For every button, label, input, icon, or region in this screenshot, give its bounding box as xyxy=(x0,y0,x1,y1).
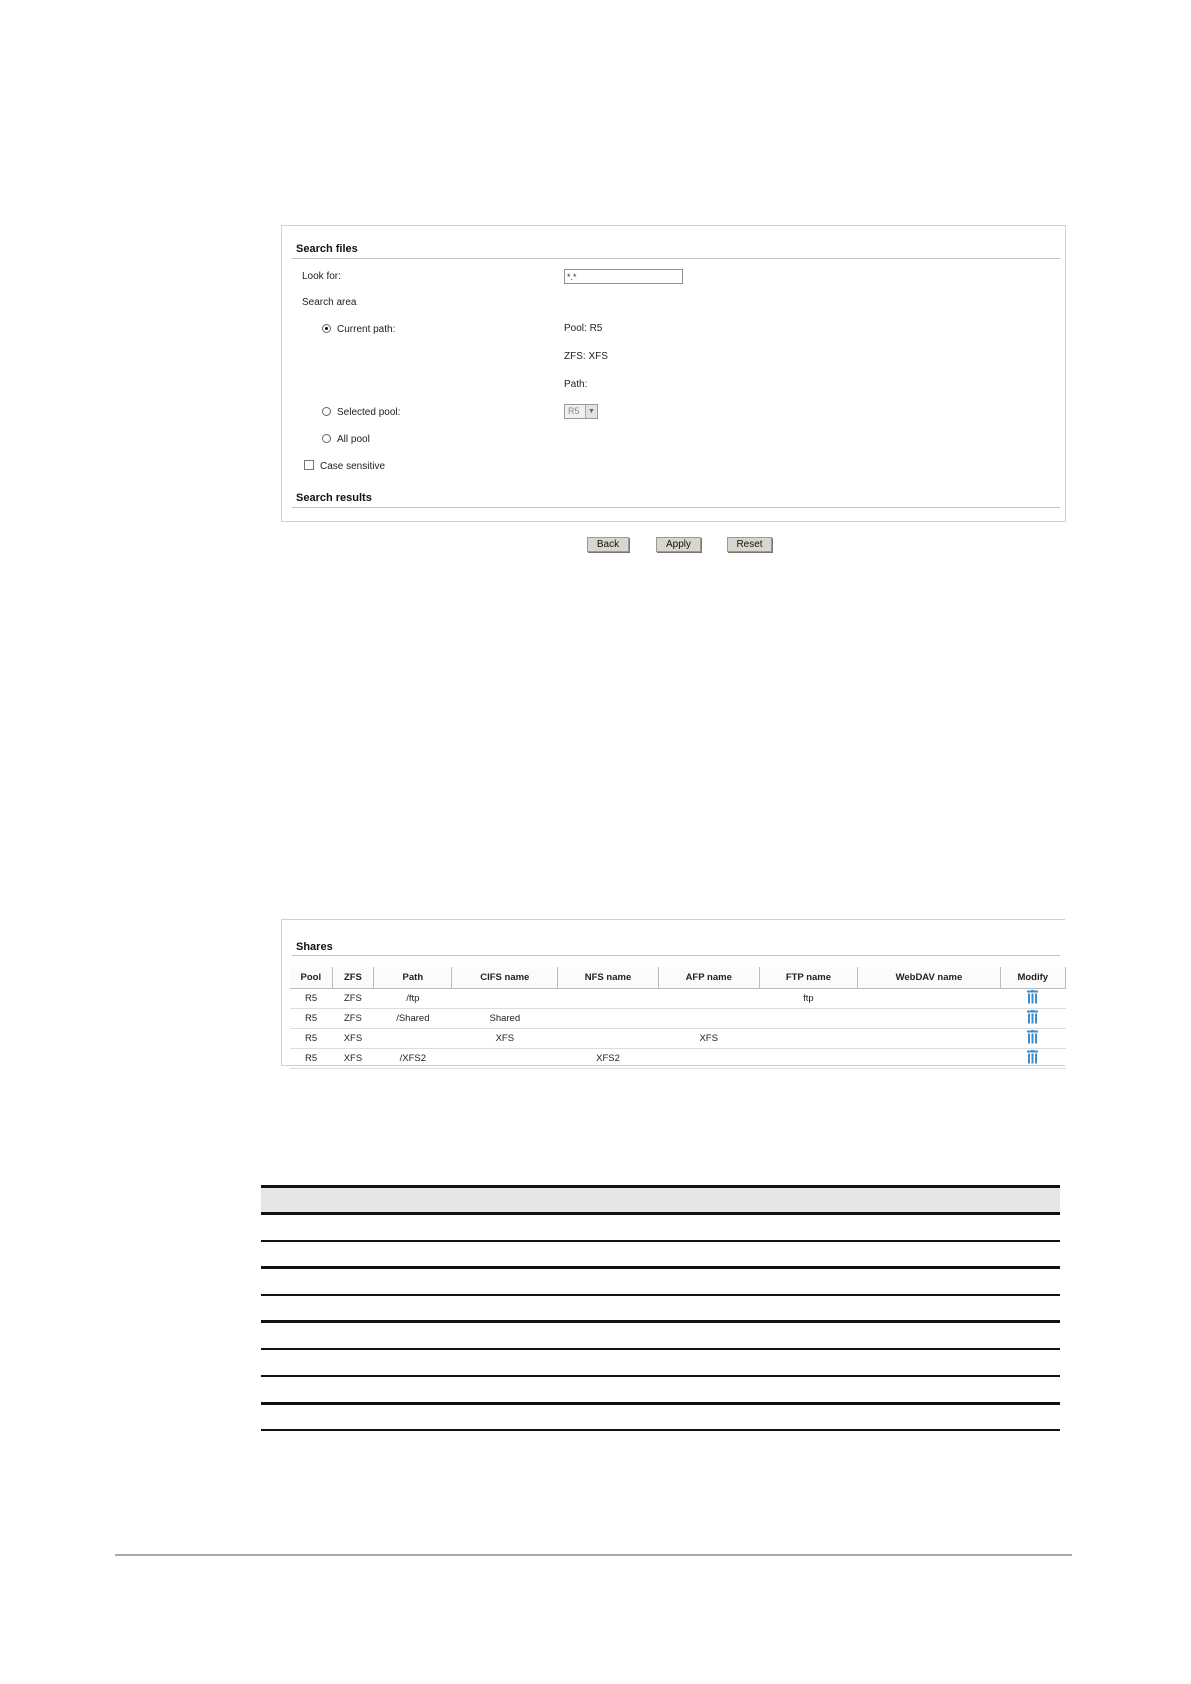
cell-path: /Shared xyxy=(374,1009,452,1029)
cell-afp-name xyxy=(658,1009,759,1029)
trash-icon[interactable] xyxy=(1027,1030,1038,1047)
column-header-modify: Modify xyxy=(1000,967,1065,989)
table-rule xyxy=(261,1266,1060,1269)
cell-zfs: ZFS xyxy=(332,1009,374,1029)
cell-ftp-name: ftp xyxy=(759,989,858,1009)
table-row xyxy=(290,1009,1066,1029)
shares-table xyxy=(290,967,1066,1069)
cell-afp-name xyxy=(658,1049,759,1069)
all-pool-label: All pool xyxy=(337,434,370,445)
divider xyxy=(292,258,1060,259)
table-rule xyxy=(261,1348,1060,1350)
cell-modify xyxy=(1000,1049,1065,1069)
table-header-band xyxy=(261,1187,1060,1212)
reset-button[interactable]: Reset xyxy=(727,537,772,552)
cell-zfs: ZFS xyxy=(332,989,374,1009)
cell-pool: R5 xyxy=(290,989,332,1009)
selected-pool-radio[interactable] xyxy=(322,407,331,416)
look-for-label: Look for: xyxy=(302,271,341,282)
case-sensitive-checkbox[interactable] xyxy=(304,460,314,470)
chevron-down-icon: ▼ xyxy=(585,405,597,418)
table-rule xyxy=(261,1240,1060,1242)
cell-webdav-name xyxy=(858,1009,1000,1029)
apply-button[interactable]: Apply xyxy=(656,537,701,552)
cell-cifs-name: XFS xyxy=(452,1029,558,1049)
column-header-cifs-name: CIFS name xyxy=(452,967,558,989)
column-header-webdav-name: WebDAV name xyxy=(858,967,1000,989)
divider xyxy=(292,955,1060,956)
footer-rule xyxy=(115,1554,1072,1556)
cell-afp-name xyxy=(658,989,759,1009)
trash-icon[interactable] xyxy=(1027,1050,1038,1067)
cell-nfs-name xyxy=(558,1029,659,1049)
column-header-path: Path xyxy=(374,967,452,989)
all-pool-radio[interactable] xyxy=(322,434,331,443)
look-for-input[interactable] xyxy=(564,269,683,284)
divider xyxy=(292,507,1060,508)
cell-zfs: XFS xyxy=(332,1029,374,1049)
case-sensitive-label: Case sensitive xyxy=(320,461,386,472)
cell-pool: R5 xyxy=(290,1009,332,1029)
cell-cifs-name xyxy=(452,989,558,1009)
cell-path: /XFS2 xyxy=(374,1049,452,1069)
shares-panel xyxy=(281,919,1065,1066)
table-row xyxy=(290,989,1066,1009)
zfs-info: ZFS: XFS xyxy=(564,351,608,362)
shares-header-row xyxy=(290,967,1066,989)
column-header-nfs-name: NFS name xyxy=(558,967,659,989)
search-results-title: Search results xyxy=(296,492,372,504)
search-area-label: Search area xyxy=(302,297,357,308)
cell-ftp-name xyxy=(759,1029,858,1049)
trash-icon[interactable] xyxy=(1027,990,1038,1007)
cell-webdav-name xyxy=(858,1049,1000,1069)
table-rule xyxy=(261,1429,1060,1431)
table-rule xyxy=(261,1212,1060,1215)
table-rule xyxy=(261,1375,1060,1377)
column-header-afp-name: AFP name xyxy=(658,967,759,989)
selected-pool-value: R5 xyxy=(568,406,580,416)
selected-pool-label: Selected pool: xyxy=(337,407,401,418)
cell-path: /ftp xyxy=(374,989,452,1009)
cell-modify xyxy=(1000,1029,1065,1049)
cell-afp-name: XFS xyxy=(658,1029,759,1049)
table-rule xyxy=(261,1185,1060,1188)
column-header-zfs: ZFS xyxy=(332,967,374,989)
cell-pool: R5 xyxy=(290,1029,332,1049)
current-path-radio[interactable] xyxy=(322,324,331,333)
column-header-pool: Pool xyxy=(290,967,332,989)
cell-cifs-name xyxy=(452,1049,558,1069)
cell-modify xyxy=(1000,989,1065,1009)
cell-nfs-name xyxy=(558,989,659,1009)
back-button[interactable]: Back xyxy=(587,537,629,552)
pool-info: Pool: R5 xyxy=(564,323,603,334)
cell-pool: R5 xyxy=(290,1049,332,1069)
cell-cifs-name: Shared xyxy=(452,1009,558,1029)
cell-zfs: XFS xyxy=(332,1049,374,1069)
cell-webdav-name xyxy=(858,989,1000,1009)
path-info: Path: xyxy=(564,379,588,390)
cell-webdav-name xyxy=(858,1029,1000,1049)
cell-nfs-name: XFS2 xyxy=(558,1049,659,1069)
cell-path xyxy=(374,1029,452,1049)
selected-pool-select[interactable] xyxy=(564,404,598,419)
table-row xyxy=(290,1029,1066,1049)
current-path-label: Current path: xyxy=(337,324,396,335)
shares-title: Shares xyxy=(296,941,333,953)
search-files-title: Search files xyxy=(296,243,358,255)
table-rule xyxy=(261,1294,1060,1296)
cell-nfs-name xyxy=(558,1009,659,1029)
table-rule xyxy=(261,1402,1060,1405)
table-row xyxy=(290,1049,1066,1069)
trash-icon[interactable] xyxy=(1027,1010,1038,1027)
table-rule xyxy=(261,1320,1060,1323)
cell-modify xyxy=(1000,1009,1065,1029)
search-files-panel xyxy=(281,225,1066,522)
cell-ftp-name xyxy=(759,1049,858,1069)
column-header-ftp-name: FTP name xyxy=(759,967,858,989)
cell-ftp-name xyxy=(759,1009,858,1029)
